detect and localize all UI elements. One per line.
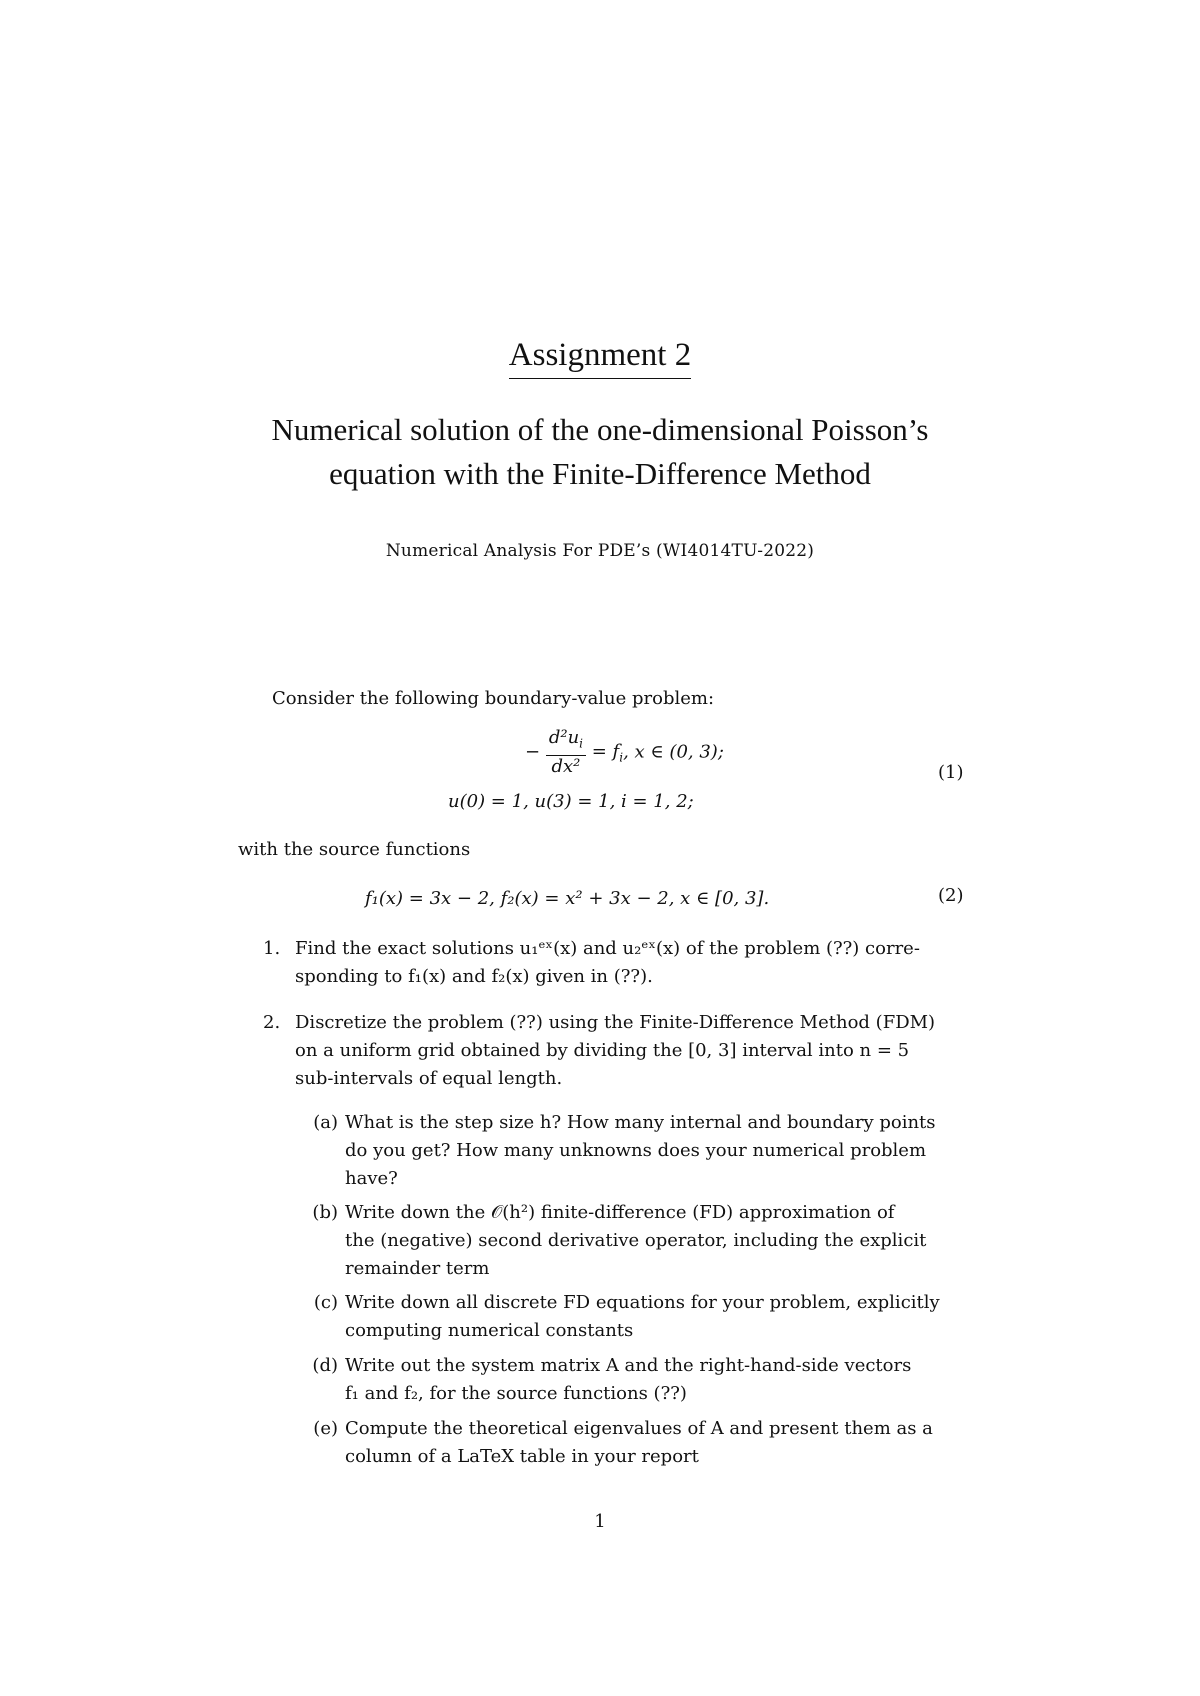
subitem-line: Write down all discrete FD equations for your problem, explicitly <box>345 1292 940 1313</box>
equation-2-number: (2) <box>938 885 964 906</box>
subitem-c <box>300 1289 970 1345</box>
item-2-line: on a uniform grid obtained by dividing the [0, 3] interval into n = 5 <box>295 1040 910 1061</box>
subtitle-line-1: Numerical solution of the one-dimensional Poisson’s <box>271 412 929 447</box>
subitem-b-label: (b) <box>312 1202 338 1223</box>
subitem-d-label: (d) <box>312 1355 338 1376</box>
subitem-c-label: (c) <box>313 1292 338 1313</box>
subitem-a-label: (a) <box>313 1112 338 1133</box>
eq1-frac-den: dx² <box>551 755 581 777</box>
item-1-label: 1. <box>263 938 281 959</box>
source-intro: with the source functions <box>238 839 471 860</box>
subitem-line: Write out the system matrix A and the right-hand-side vectors <box>345 1355 912 1376</box>
subitem-e-label: (e) <box>313 1418 338 1439</box>
item-1-line: sponding to f₁(x) and f₂(x) given in (??). <box>295 966 653 987</box>
item-2-text <box>295 1009 965 1093</box>
subitem-line: Compute the theoretical eigenvalues of A and present them as a <box>345 1418 933 1439</box>
item-1-line: Find the exact solutions u₁ᵉˣ(x) and u₂ᵉˣ(x) of the problem (??) corre- <box>295 938 920 959</box>
item-2-line: Discretize the problem (??) using the Finite-Difference Method (FDM) <box>295 1012 936 1033</box>
item-1-text <box>295 935 965 991</box>
item-2-line: sub-intervals of equal length. <box>295 1068 563 1089</box>
equation-2: f₁(x) = 3x − 2, f₂(x) = x² + 3x − 2, x ∈ [0, 3]. <box>365 888 770 909</box>
subitem-b <box>300 1199 970 1283</box>
subtitle-line-2: equation with the Finite-Difference Method <box>329 456 871 491</box>
subitem-line: column of a LaTeX table in your report <box>345 1446 699 1467</box>
intro-text: Consider the following boundary-value problem: <box>272 688 715 709</box>
subitem-line: f₁ and f₂, for the source functions (??) <box>345 1383 687 1404</box>
subitem-a <box>300 1109 970 1193</box>
eq1-rhs: = $f_i$ <box>591 741 624 765</box>
subitem-line: What is the step size h? How many internal and boundary points <box>345 1112 936 1133</box>
subitem-line: Write down the 𝒪(h²) finite-difference (FD) approximation of <box>345 1202 895 1223</box>
equation-1-number: (1) <box>938 762 964 783</box>
subitem-line: remainder term <box>345 1258 490 1279</box>
page-title <box>0 337 1200 379</box>
eq1-minus: − <box>525 741 541 763</box>
title-text: Assignment 2 <box>509 337 691 379</box>
subitem-line: have? <box>345 1168 398 1189</box>
subitem-d <box>300 1352 970 1408</box>
eq1-domain: , x ∈ (0, 3); <box>623 741 724 763</box>
eq1-frac-num: $d^2u_i$ <box>546 727 586 756</box>
item-2-label: 2. <box>263 1012 281 1033</box>
subitem-line: do you get? How many unknowns does your numerical problem <box>345 1140 927 1161</box>
equation-1-bc: u(0) = 1, u(3) = 1, i = 1, 2; <box>448 791 694 812</box>
page-number: 1 <box>594 1511 606 1532</box>
subitem-line: computing numerical constants <box>345 1320 634 1341</box>
subitem-e <box>300 1415 970 1471</box>
subitem-line: the (negative) second derivative operator, including the explicit <box>345 1230 927 1251</box>
eq1-fraction <box>546 727 586 778</box>
course-name: Numerical Analysis For PDE’s (WI4014TU-2022) <box>385 541 815 561</box>
equation-1-top <box>525 727 724 778</box>
